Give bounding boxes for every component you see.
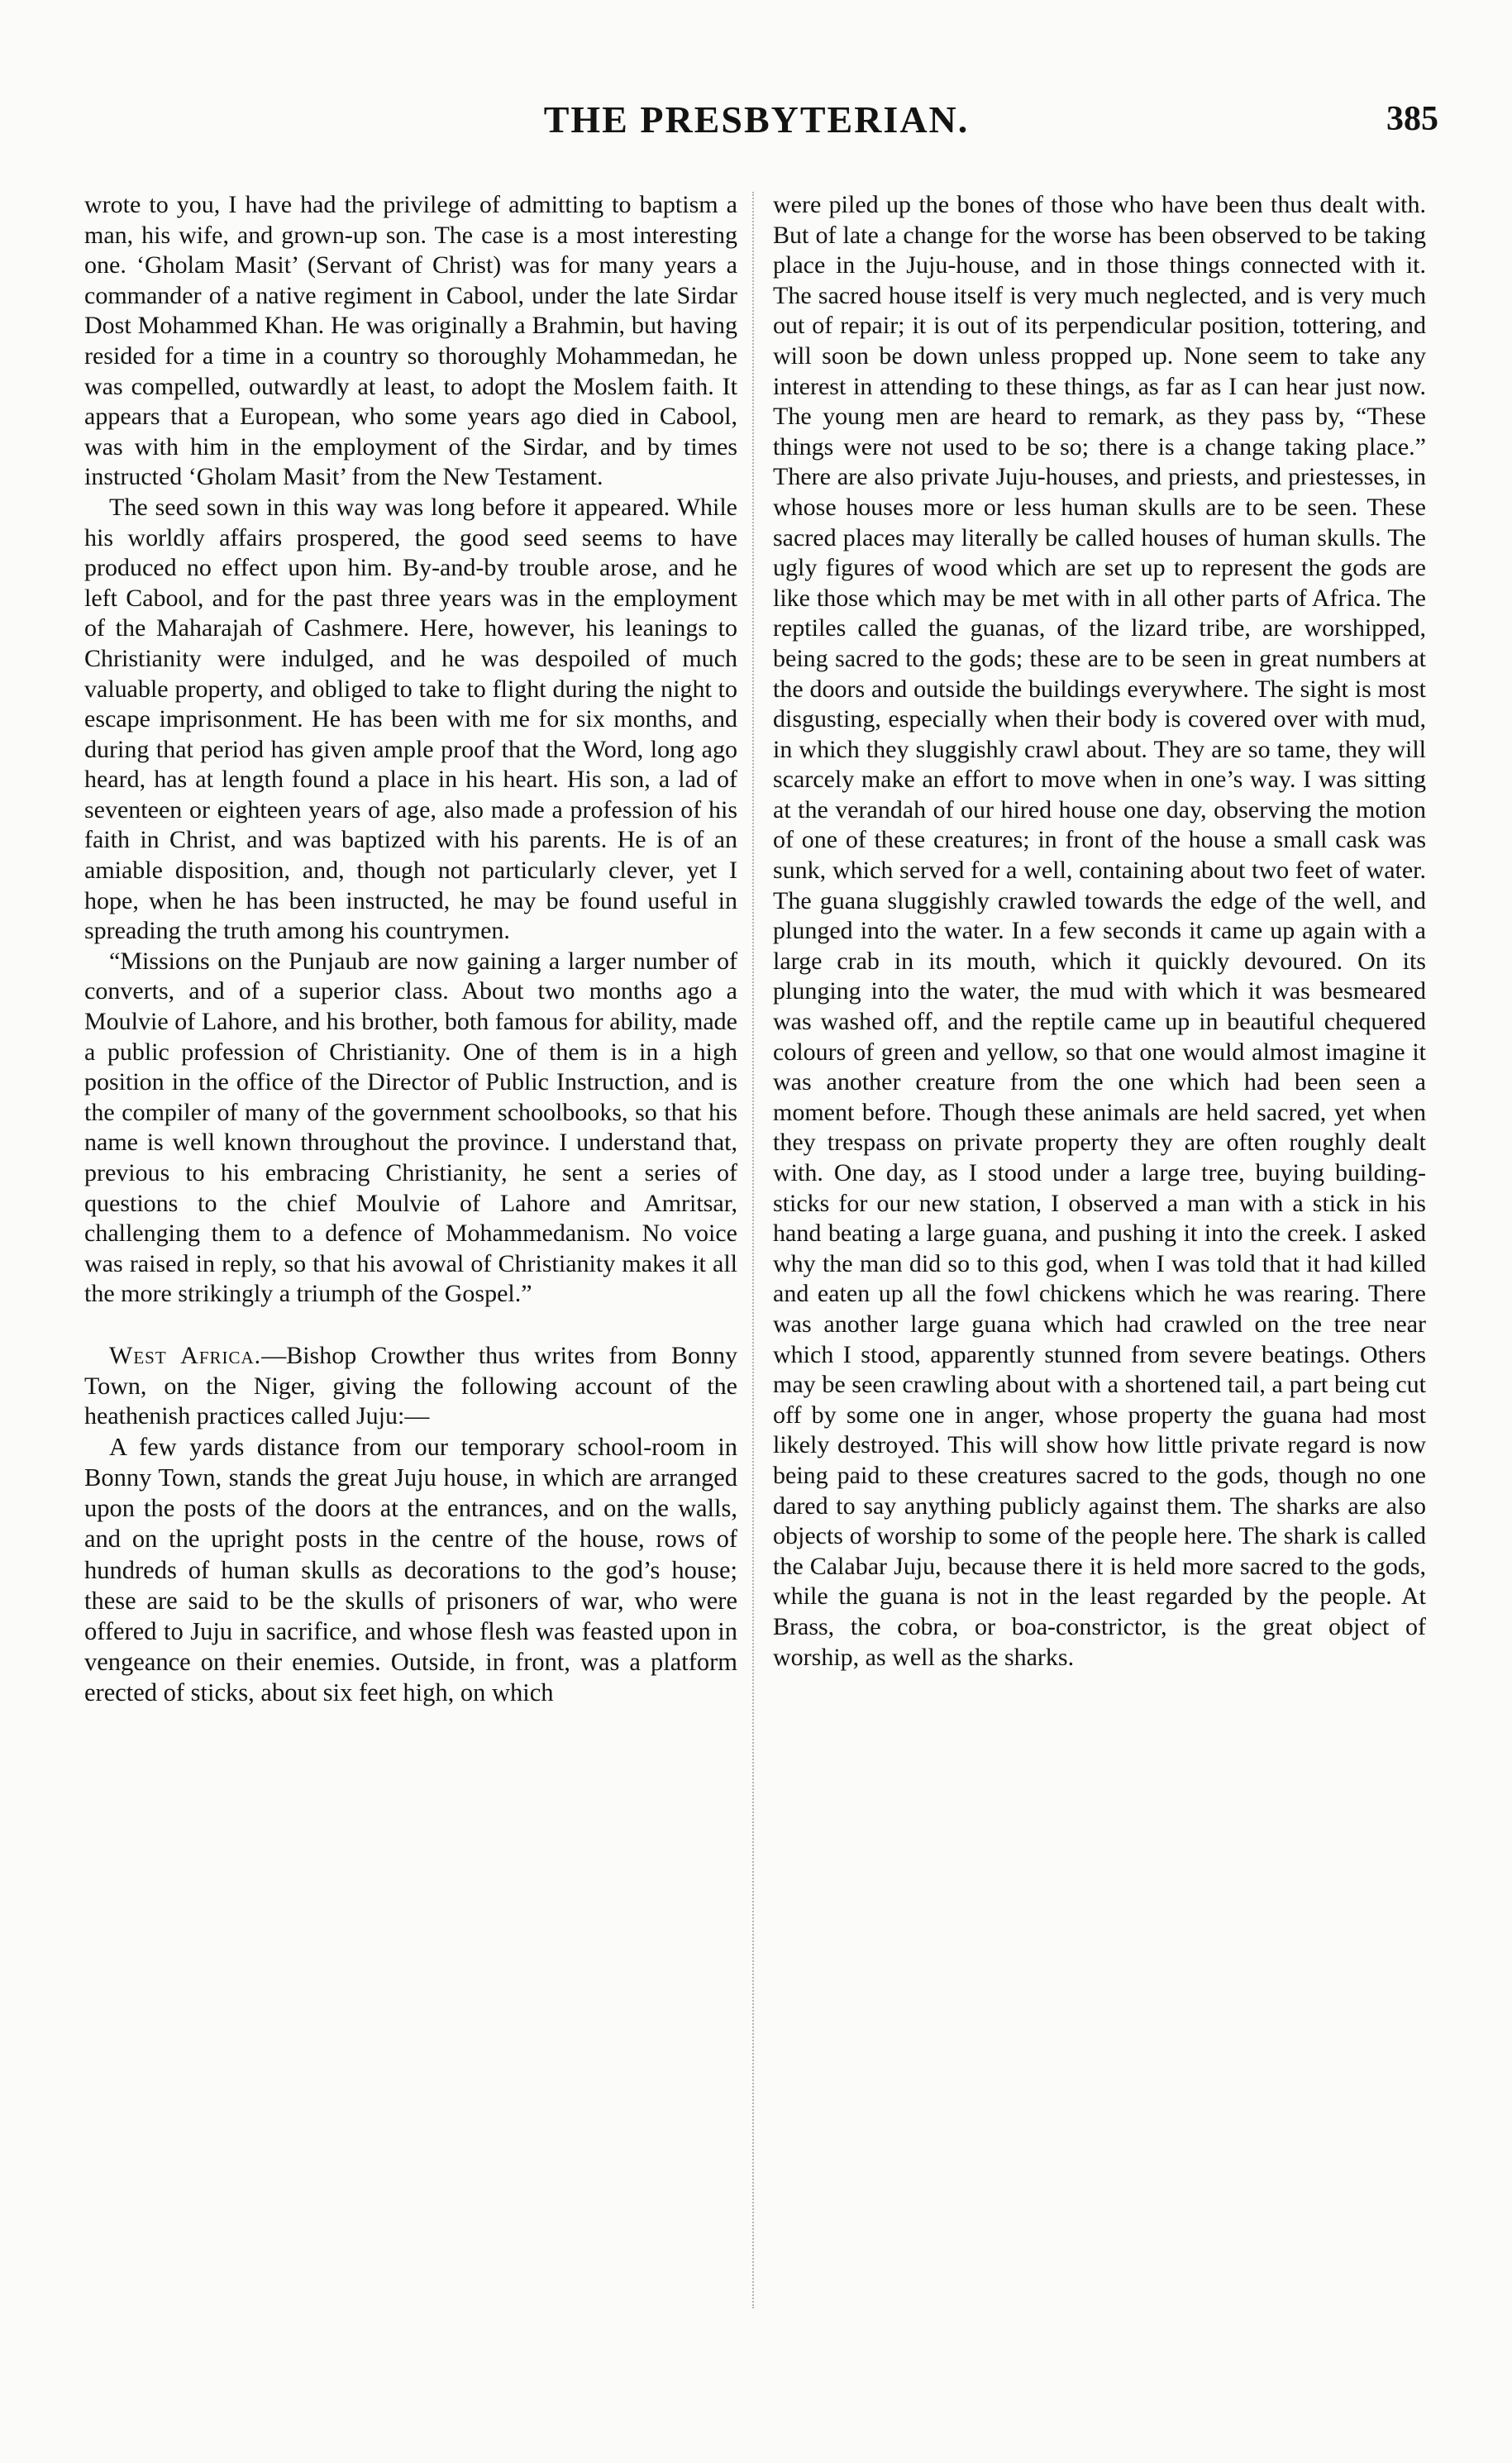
page-number: 385 bbox=[1386, 100, 1438, 138]
running-head bbox=[74, 98, 1438, 147]
paragraph-juju-house: A few yards distance from our temporary school-room in Bonny Town, stands the great Juju house, in which are arranged upon the posts of the doors at the entrances, and on the walls, and on the upright posts in the centre of the house, rows of hundreds of human skulls as decorations to the god’s house; these are said to be the skulls of prisoners of war, who were offered to Juju in sacrifice, and whose flesh was feasted upon in vengeance on their enemies. Outside, in front, was a platform erected of sticks, about six feet high, on which bbox=[84, 1432, 737, 1707]
paragraph-seed-sown: The seed sown in this way was long before it appeared. While his worldly affairs prospered, the good seed seems to have produced no effect upon him. By-and-by trouble arose, and he left Cabool, and for the past three years was in the employment of the Maharajah of Cashmere. Here, however, his leanings to Christianity were indulged, and he was despoiled of much valuable property, and obliged to take to flight during the night to escape imprisonment. He has been with me for six months, and during that period has given ample proof that the Word, long ago heard, has at length found a place in his heart. His son, a lad of seventeen or eighteen years of age, also made a profession of his faith in Christ, and was baptized with his parents. He is of an amiable disposition, and, though not particularly clever, yet I hope, when he has been instructed, he may be found useful in spreading the truth among his countrymen. bbox=[84, 493, 737, 945]
west-africa-intro: —Bishop Crowther thus writes from Bonny Town, on the Niger, giving the following account of the heathenish practices called Juju:— bbox=[84, 1341, 737, 1430]
section-gap bbox=[84, 1310, 737, 1341]
running-title: THE PRESBYTERIAN. bbox=[543, 98, 970, 141]
column-rule bbox=[752, 192, 756, 2308]
section-heading-west-africa: West Africa. bbox=[109, 1341, 262, 1369]
paragraph-punjaub-missions: “Missions on the Punjaub are now gaining a larger number of converts, and of a superior class. About two months ago a Moulvie of Lahore, and his brother, both famous for ability, made a public profession of Christianity. One of them is in a high position in the office of the Director of Public Instruction, and is the compiler of many of the government schoolbooks, so that his name is well known throughout the province. I understand that, previous to his embracing Christianity, he sent a series of questions to the chief Moulvie of Lahore and Amritsar, challenging them to a defence of Mohammedanism. No voice was raised in reply, so that his avowal of Christianity makes it all the more strikingly a triumph of the Gospel.” bbox=[84, 947, 737, 1308]
right-column bbox=[773, 190, 1426, 2356]
paragraph-west-africa bbox=[84, 1341, 737, 1432]
paragraph-juju-guanas-sharks: were piled up the bones of those who have been thus dealt with. But of late a change for the worse has been observed to be taking place in the Juju-house, and in those things connected with it. The sacred house itself is very much neglected, and is very much out of repair; it is out of its perpendicular position, tottering, and will soon be down unless propped up. None seem to take any interest in attending to these things, as far as I can hear just now. The young men are heard to remark, as they pass by, “These things were not used to be so; there is a change taking place.” There are also private Juju-houses, and priests, and priestesses, in whose houses more or less human skulls are to be seen. These sacred places may literally be called houses of human skulls. The ugly figures of wood which are set up to represent the gods are like those which may be met with in all other parts of Africa. The reptiles called the guanas, of the lizard tribe, are worshipped, being sacred to the gods; these are to be seen in great numbers at the doors and outside the buildings everywhere. The sight is most disgusting, especially when their body is covered over with mud, in which they sluggishly crawl about. They are so tame, they will scarcely make an effort to move when in one’s way. I was sitting at the verandah of our hired house one day, observing the motion of one of these creatures; in front of the house a small cask was sunk, which served for a well, containing about two feet of water. The guana sluggishly crawled towards the edge of the well, and plunged into the water. In a few seconds it came up again with a large crab in its mouth, which it quickly devoured. On its plunging into the water, the mud with which it was besmeared was washed off, and the reptile came up in beautiful chequered colours of green and yellow, so that one would almost imagine it was another creature from the one which had been seen a moment before. Though these animals are held sacred, yet when they trespass on private property they are often roughly dealt with. One day, as I stood under a large tree, buying building-sticks for our new station, I observed a man with a stick in his hand beating a large guana, and pushing it into the creek. I asked why the man did so to this god, when I was told that it had killed and eaten up all the fowl chickens which he was rearing. There was another large guana which had crawled on the tree near which I stood, apparently stunned from severe beatings. Others may be seen crawling about with a shortened tail, a part being cut off by some one in anger, whose property the guana had most likely destroyed. This will show how little private regard is now being paid to these creatures sacred to the gods, though no one dared to say anything publicly against them. The sharks are also objects of worship to some of the people here. The shark is called the Calabar Juju, because there it is held more sacred to the gods, while the guana is not in the least regarded by the people. At Brass, the cobra, or boa-constrictor, is the great object of worship, as well as the sharks. bbox=[773, 191, 1426, 1671]
left-column bbox=[84, 190, 737, 2356]
paragraph-gholam-masit: wrote to you, I have had the privilege of admitting to baptism a man, his wife, and grown-up son. The case is a most interesting one. ‘Gholam Masit’ (Servant of Christ) was for many years a commander of a native regiment in Cabool, under the late Sirdar Dost Mohammed Khan. He was originally a Brahmin, but having resided for a time in a country so thoroughly Mohammedan, he was compelled, outwardly at least, to adopt the Moslem faith. It appears that a European, who some years ago died in Cabool, was with him in the employment of the Sirdar, and by times instructed ‘Gholam Masit’ from the New Testament. bbox=[84, 191, 737, 491]
